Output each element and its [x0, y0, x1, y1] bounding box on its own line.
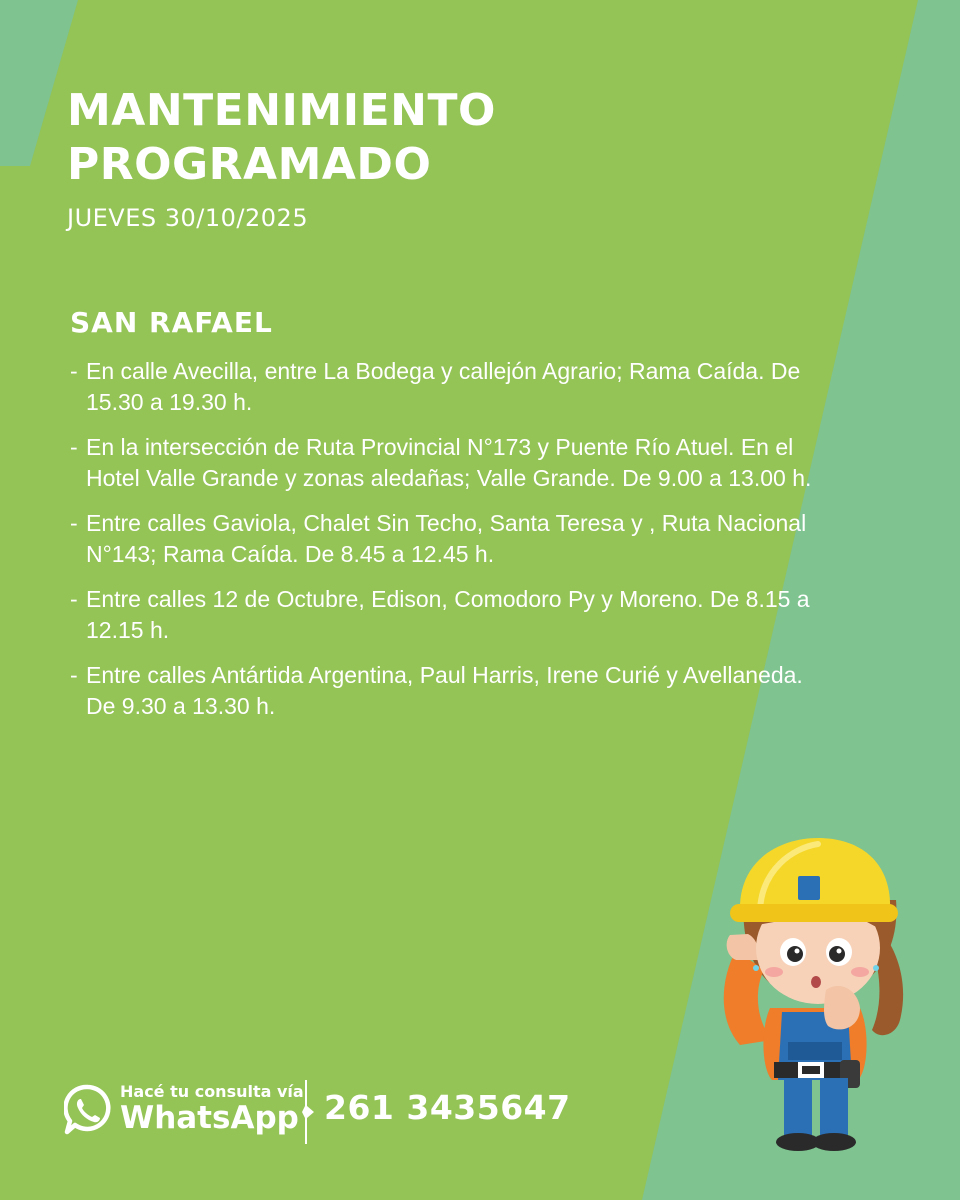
phone-number[interactable]: 261 3435647: [324, 1088, 571, 1127]
outage-item: - Entre calles Antártida Argentina, Paul Harris, Irene Curié y Avellaneda. De 9.30 a 13.30 h.: [70, 660, 830, 722]
whatsapp-label: WhatsApp: [120, 1100, 299, 1136]
outage-list: [70, 356, 830, 736]
helmet-brim: [730, 904, 898, 922]
whatsapp-caption: Hacé tu consulta vía: [120, 1082, 304, 1101]
outage-item: - En la intersección de Ruta Provincial N°173 y Puente Río Atuel. En el Hotel Valle Grande y zonas aledañas; Valle Grande. De 9.00 a 13.00 h.: [70, 432, 830, 494]
outage-item: - Entre calles Gaviola, Chalet Sin Techo, Santa Teresa y , Ruta Nacional N°143; Rama Caída. De 8.45 a 12.45 h.: [70, 508, 830, 570]
helmet-badge: [798, 876, 820, 900]
region-heading: SAN RAFAEL: [70, 306, 273, 339]
page-title: [67, 84, 496, 192]
whatsapp-icon: [64, 1084, 112, 1136]
title-line-1: MANTENIMIENTO: [67, 85, 496, 136]
title-line-2: PROGRAMADO: [67, 139, 432, 190]
outage-item: - Entre calles 12 de Octubre, Edison, Comodoro Py y Moreno. De 8.15 a 12.15 h.: [70, 584, 830, 646]
footer-divider: [302, 1080, 316, 1144]
date-label: JUEVES 30/10/2025: [67, 204, 309, 232]
worker-mascot: [700, 830, 920, 1160]
outage-item: - En calle Avecilla, entre La Bodega y callejón Agrario; Rama Caída. De 15.30 a 19.30 h.: [70, 356, 830, 418]
